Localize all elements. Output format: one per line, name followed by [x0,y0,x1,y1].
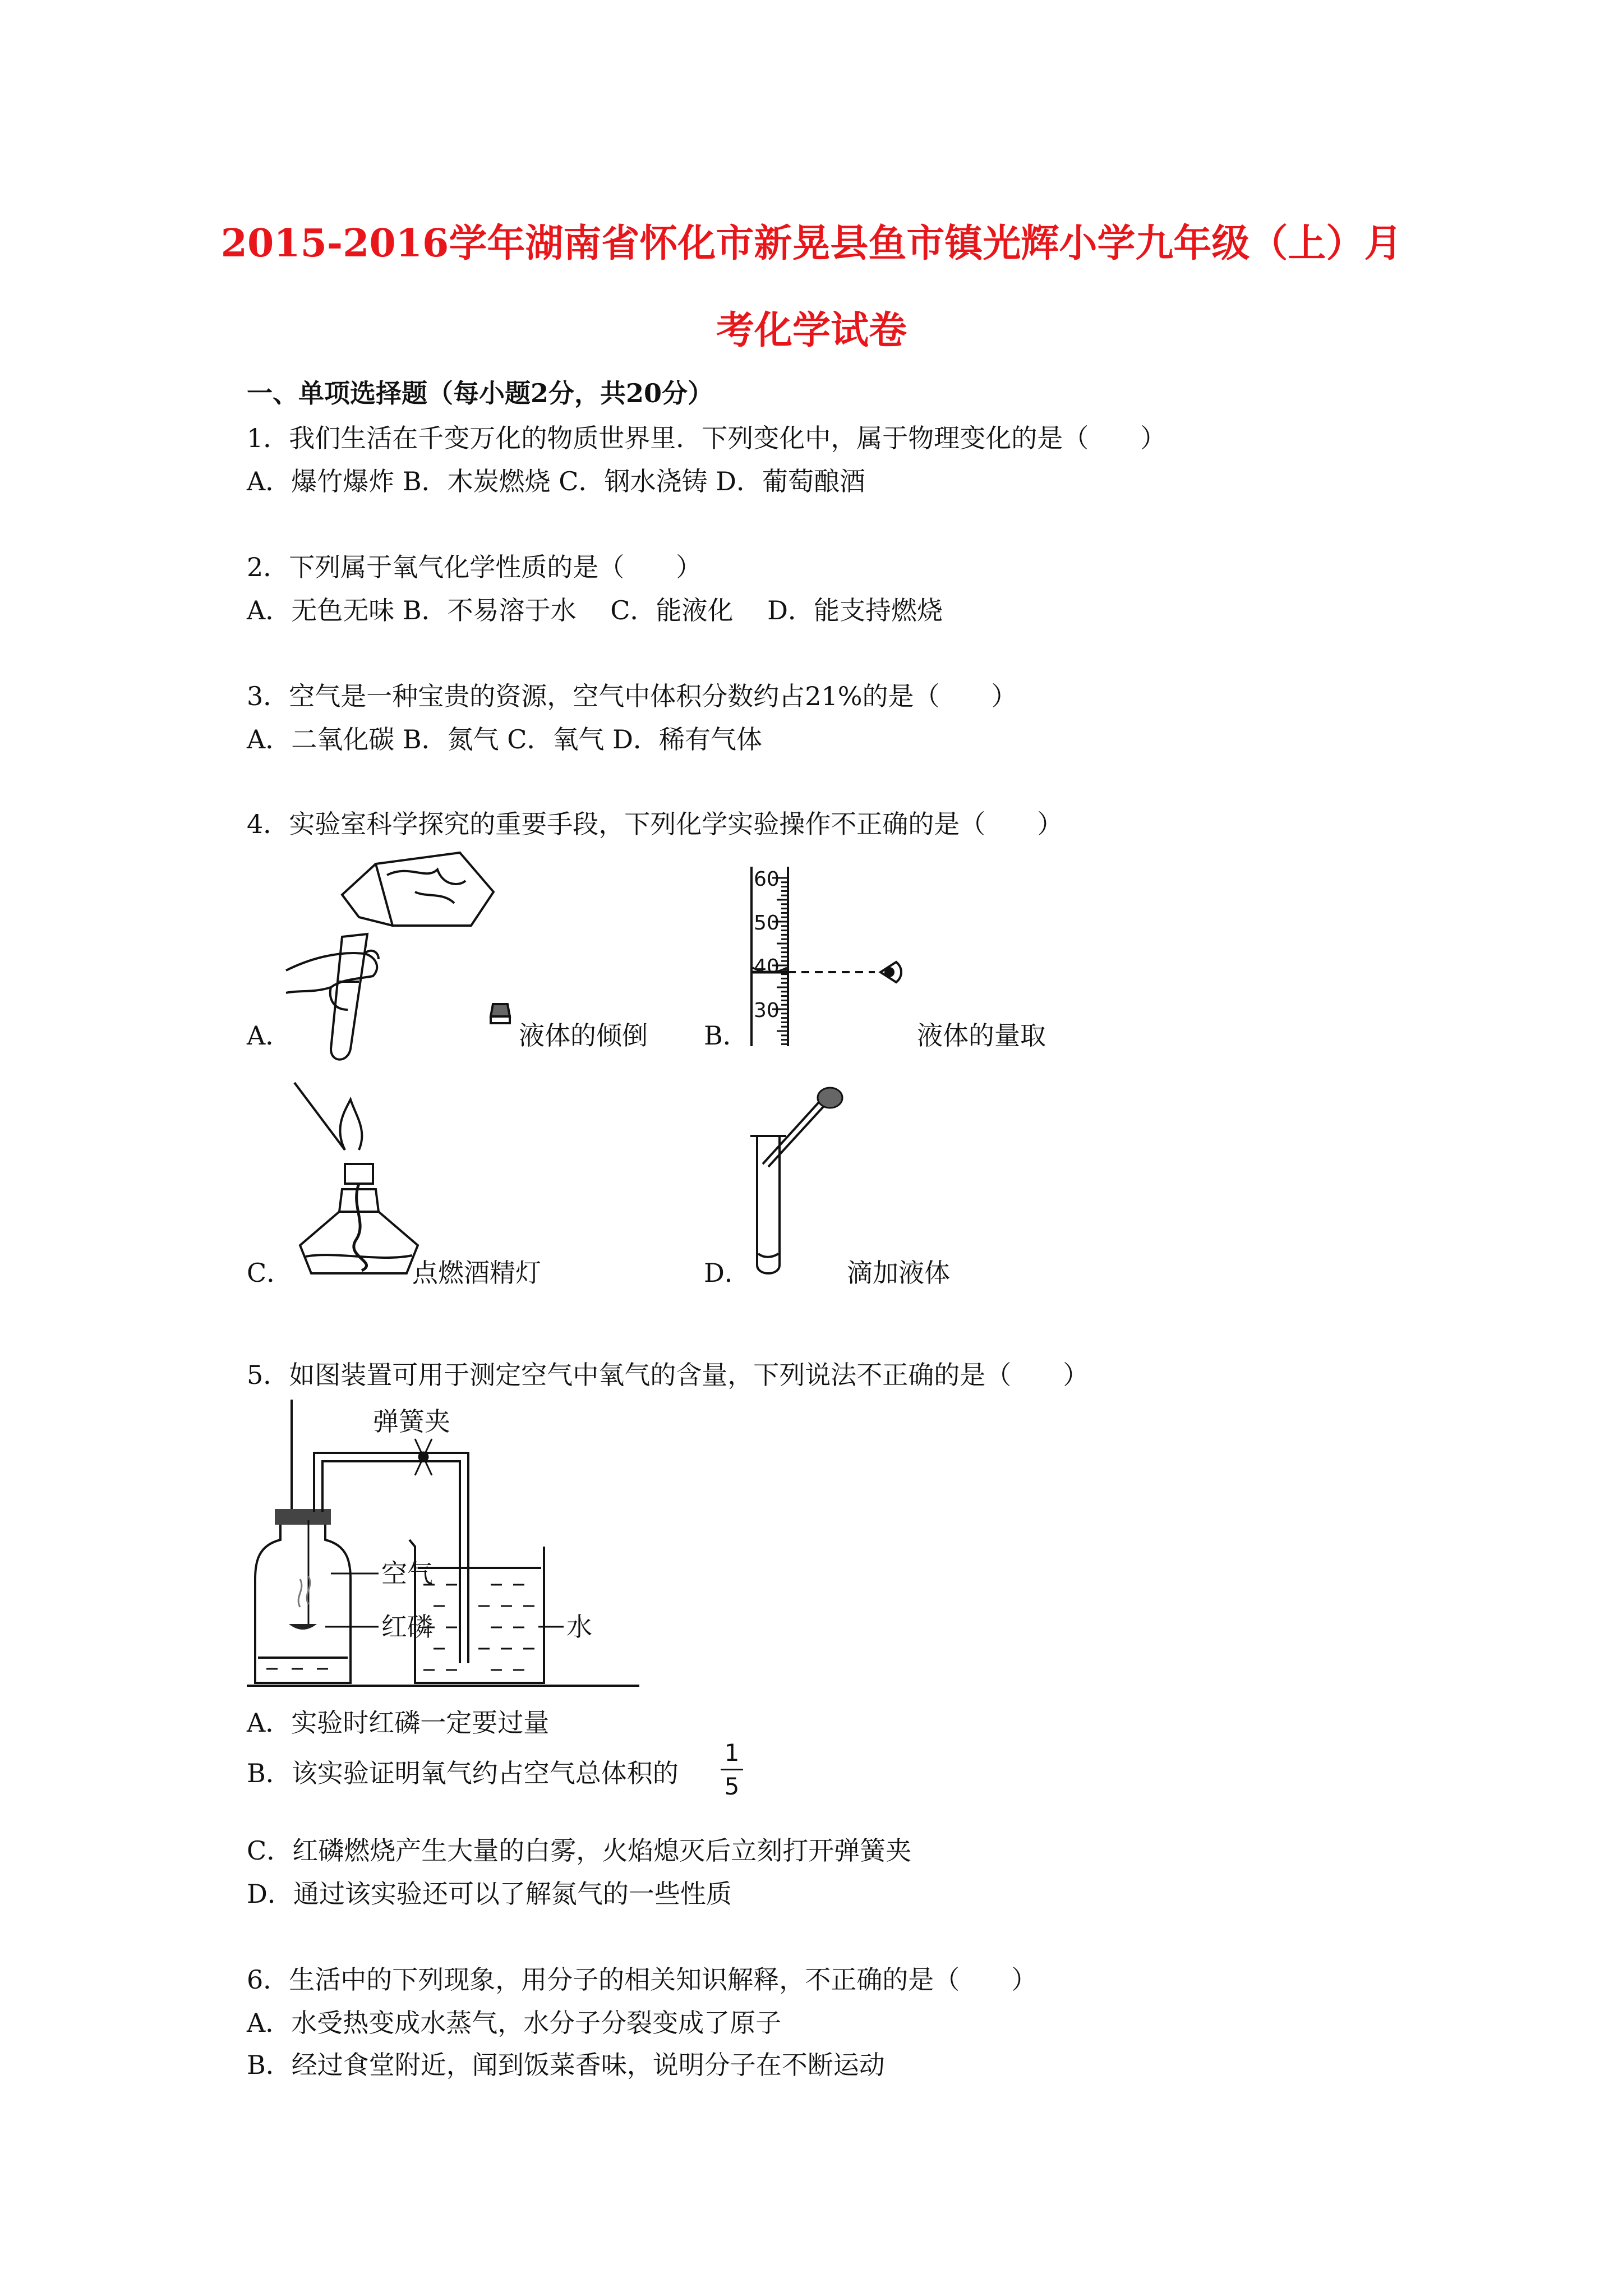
water-label: 水 [566,1612,592,1642]
question-5-option-a: A．实验时红磷一定要过量 [247,1708,550,1738]
fraction-one-fifth [721,1739,743,1800]
option-b-letter: B． [704,1020,749,1051]
clamp-label: 弹簧夹 [373,1406,450,1437]
oxygen-content-apparatus [247,1400,639,1691]
question-5-option-b: B．该实验证明氧气约占空气总体积的 [247,1758,679,1788]
question-2-stem: 2．下列属于氧气化学性质的是（ ） [247,552,702,582]
question-4-stem: 4．实验室科学探究的重要手段，下列化学实验操作不正确的是（ ） [247,809,1063,839]
exam-title-line-1: 2015-2016学年湖南省怀化市新晃县鱼市镇光辉小学九年级（上）月 [220,221,1403,266]
question-6-option-b: B．经过食堂附近，闻到饭菜香味，说明分子在不断运动 [247,2050,885,2080]
fraction-numerator: 1 [724,1739,740,1766]
question-1-stem: 1．我们生活在千变万化的物质世界里．下列变化中，属于物理变化的是（ ） [247,423,1166,453]
question-3-stem: 3．空气是一种宝贵的资源，空气中体积分数约占21%的是（ ） [247,681,1017,711]
question-1-options: A．爆竹爆炸 B．木炭燃烧 C．钢水浇铸 D．葡萄酿酒 [247,466,865,496]
air-label: 空气 [381,1558,433,1589]
option-d-letter: D． [704,1258,750,1288]
question-2-options: A．无色无味 B．不易溶于水 C．能液化 D．能支持燃烧 [247,595,943,625]
measuring-cylinder-figure [746,867,925,1046]
cylinder-tick-label: 50 [754,912,780,935]
liquid-pouring-figure [275,841,533,1066]
option-b-caption: 液体的量取 [917,1020,1046,1051]
question-3-options: A．二氧化碳 B．氮气 C．氧气 D．稀有气体 [247,724,762,754]
cylinder-tick-label: 40 [754,955,780,978]
option-a-caption: 液体的倾倒 [519,1020,648,1051]
fraction-denominator: 5 [724,1773,740,1800]
cylinder-tick-label: 30 [754,999,780,1022]
question-6-option-a: A．水受热变成水蒸气，水分子分裂变成了原子 [247,2008,782,2038]
question-6-stem: 6．生活中的下列现象，用分子的相关知识解释，不正确的是（ ） [247,1964,1038,1995]
option-a-letter: A． [247,1020,292,1051]
section-heading: 一、单项选择题（每小题2分，共20分） [247,378,714,408]
option-c-letter: C． [247,1258,293,1288]
dropper-figure [746,1085,847,1276]
question-5-option-c: C．红磷燃烧产生大量的白雾，火焰熄灭后立刻打开弹簧夹 [247,1835,912,1866]
question-5-stem: 5．如图装置可用于测定空气中氧气的含量，下列说法不正确的是（ ） [247,1360,1089,1390]
question-5-option-d: D．通过该实验还可以了解氮气的一些性质 [247,1879,732,1909]
cylinder-tick-label: 60 [754,868,780,891]
option-c-caption: 点燃酒精灯 [412,1258,541,1288]
exam-title-line-2: 考化学试卷 [716,308,907,353]
phosphorus-label: 红磷 [381,1612,433,1642]
option-d-caption: 滴加液体 [847,1258,950,1288]
